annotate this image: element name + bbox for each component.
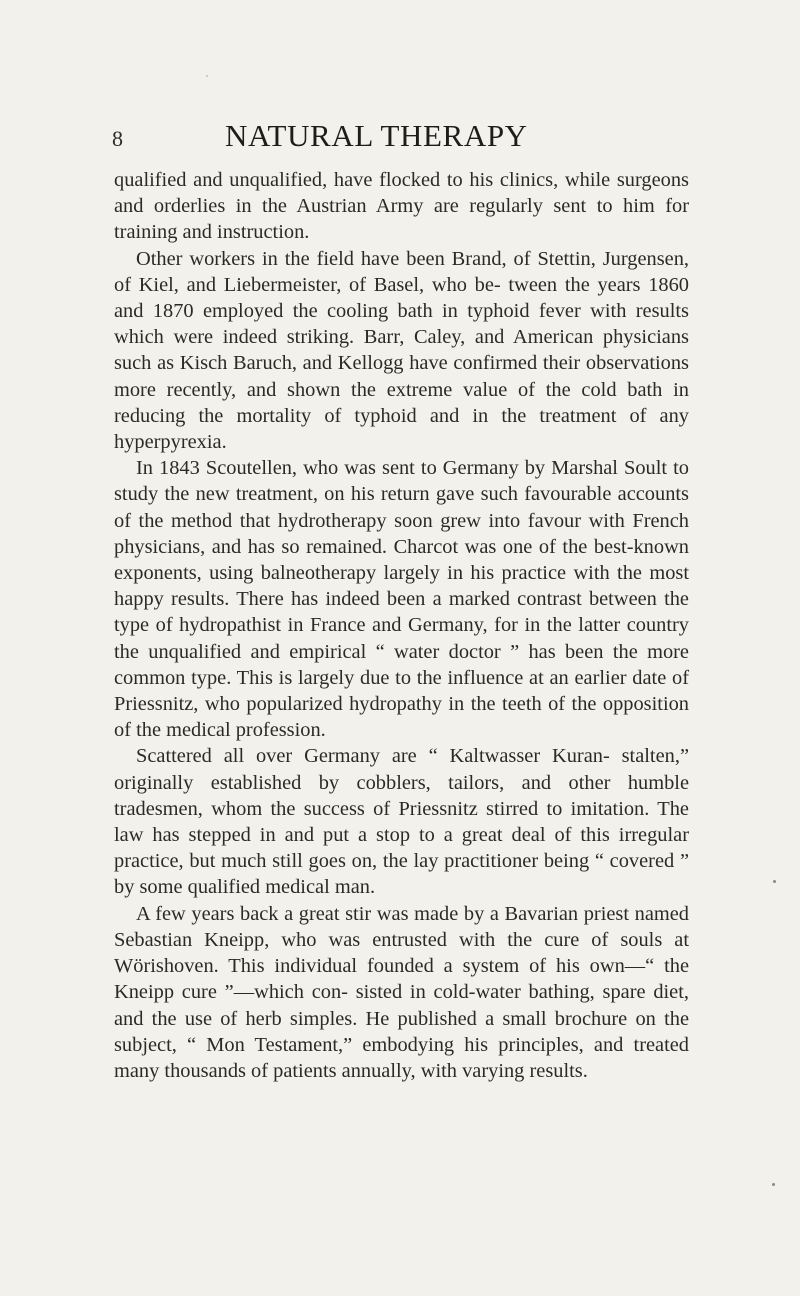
paragraph-4: Scattered all over Germany are “ Kaltwasser Kuran- stalten,” originally established by cobblers, tailors, and other humble tradesmen, whom the success of Priessnitz stirred to imitation. The law has stepped in and put a stop to a great deal of this irregular practice, but much still goes on, the lay practitioner being “ covered ” by some qualified medical man. (114, 745, 689, 899)
paper-speck (772, 1183, 775, 1186)
page-number: 8 (112, 126, 123, 151)
body-text (114, 167, 689, 1084)
chapter-title: NATURAL THERAPY (225, 118, 528, 153)
paragraph-3: In 1843 Scoutellen, who was sent to Germany by Marshal Soult to study the new treatment, on his return gave such favourable accounts of the method that hydrotherapy soon grew into favour with French physicians, and has so remained. Charcot was one of the best-known exponents, using balneotherapy largely in his practice with the most happy results. There has indeed been a marked contrast between the type of hydropathist in France and Germany, for in the latter country the unqualified and empirical “ water doctor ” has been the more common type. This is largely due to the influence at an earlier date of Priessnitz, who popularized hydropathy in the teeth of the opposition of the medical profession. (114, 457, 689, 742)
paragraph-2: Other workers in the field have been Brand, of Stettin, Jurgensen, of Kiel, and Liebermeister, of Basel, who be- tween the years 1860 and 1870 employed the cooling bath in typhoid fever with results which were indeed striking. Barr, Caley, and American physicians such as Kisch Baruch, and Kellogg have confirmed their observations more recently, and shown the extreme value of the cold bath in reducing the mortality of typhoid and in the treatment of any hyperpyrexia. (114, 247, 689, 454)
paragraph-5: A few years back a great stir was made by a Bavarian priest named Sebastian Kneipp, who was entrusted with the cure of souls at Wörishoven. This individual founded a system of his own—“ the Kneipp cure ”—which con- sisted in cold-water bathing, spare diet, and the use of herb simples. He published a small brochure on the subject, “ Mon Testament,” embodying his principles, and treated many thousands of patients annually, with varying results. (114, 902, 689, 1082)
paper-speck (206, 75, 208, 77)
paper-speck (773, 880, 776, 883)
paragraph-1: qualified and unqualified, have flocked to his clinics, while surgeons and orderlies in the Austrian Army are regularly sent to him for training and instruction. (114, 169, 689, 244)
running-head (0, 118, 800, 152)
